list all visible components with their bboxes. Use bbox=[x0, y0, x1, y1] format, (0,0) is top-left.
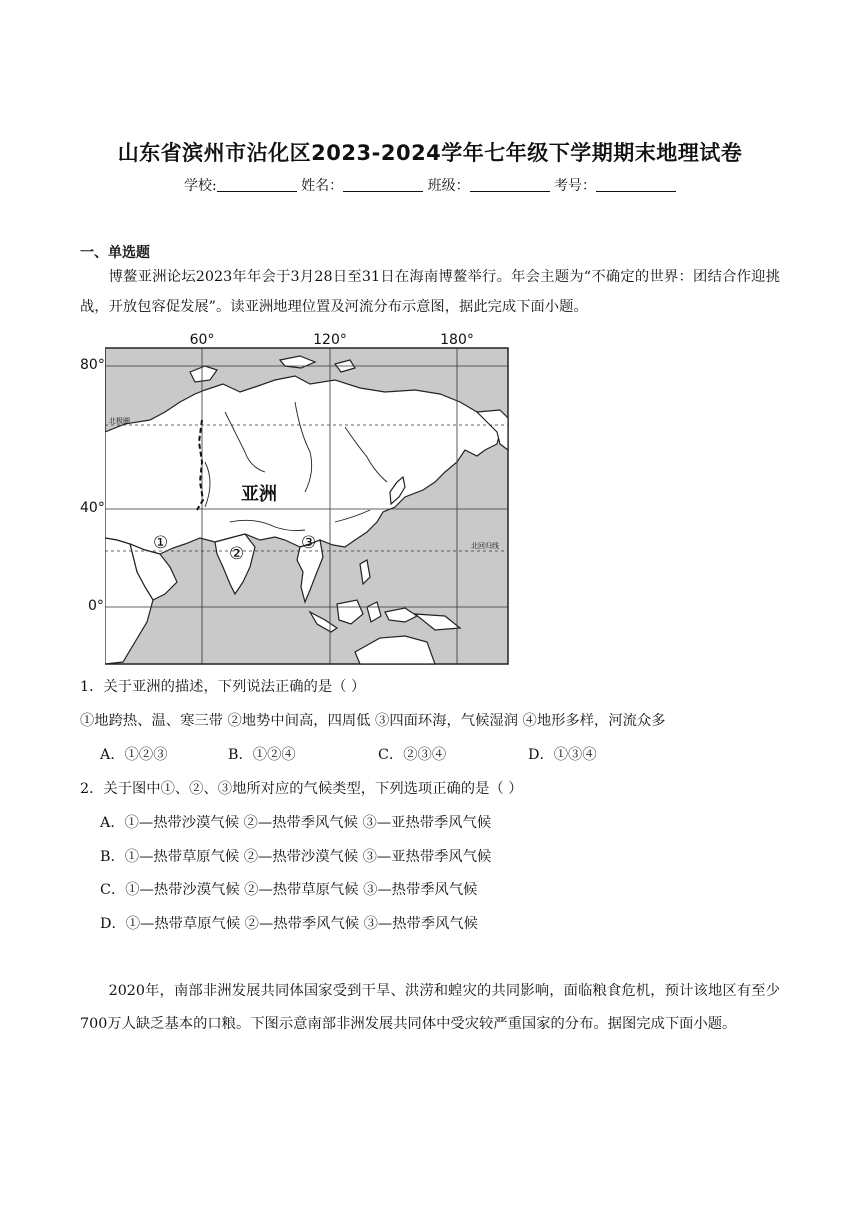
exam-title: 山东省滨州市沾化区2023-2024学年七年级下学期期末地理试卷 bbox=[117, 141, 743, 165]
number-label: 考号： bbox=[554, 178, 597, 194]
school-label: 学校: bbox=[183, 178, 217, 194]
asia-map bbox=[105, 332, 510, 667]
number-blank[interactable] bbox=[596, 177, 676, 192]
section-heading: 一、单选题 bbox=[80, 245, 150, 261]
q2-option-b[interactable]: B．①—热带草原气候 ②—热带沙漠气候 ③—亚热带季风气候 bbox=[100, 849, 492, 865]
marker-2: ② bbox=[229, 544, 245, 564]
lat-label-0: 0° bbox=[88, 598, 104, 614]
q1-option-c[interactable]: C．②③④ bbox=[378, 747, 447, 763]
question-1-options bbox=[80, 744, 780, 764]
marker-1: ① bbox=[153, 533, 169, 553]
lat-label-40: 40° bbox=[80, 500, 105, 516]
arctic-circle-label: 北极圈 bbox=[109, 417, 130, 425]
name-blank[interactable] bbox=[343, 177, 423, 192]
lon-label-60: 60° bbox=[189, 332, 215, 348]
q1-option-a[interactable]: A．①②③ bbox=[100, 747, 168, 763]
class-blank[interactable] bbox=[470, 177, 550, 192]
asia-label: 亚洲 bbox=[241, 484, 277, 505]
question-1-statements: ①地跨热、温、寒三带 ②地势中间高，四周低 ③四面环海，气候湿润 ④地形多样，河流众多 bbox=[80, 713, 666, 729]
class-label: 班级： bbox=[427, 178, 470, 194]
question-2-stem: 2．关于图中①、②、③地所对应的气候类型，下列选项正确的是（ ） bbox=[80, 781, 523, 797]
intro-paragraph-1: 博鳌亚洲论坛2023年年会于3月28日至31日在海南博鳌举行。年会主题为“不确定的世界：团结合作迎挑战，开放包容促发展”。读亚洲地理位置及河流分布示意图，据此完成下面小题。 bbox=[80, 269, 780, 315]
intro-paragraph-2: 2020年，南部非洲发展共同体国家受到干旱、洪涝和蝗灾的共同影响，面临粮食危机，预计该地区有至少700万人缺乏基本的口粮。下图示意南部非洲发展共同体中受灾较严重国家的分布。据图完成下面小题。 bbox=[80, 983, 780, 1032]
q2-option-d[interactable]: D．①—热带草原气候 ②—热带季风气候 ③—热带季风气候 bbox=[100, 916, 478, 932]
q2-option-c[interactable]: C．①—热带沙漠气候 ②—热带草原气候 ③—热带季风气候 bbox=[100, 882, 478, 898]
q1-option-d[interactable]: D．①③④ bbox=[528, 747, 597, 763]
name-label: 姓名： bbox=[301, 178, 344, 194]
school-blank[interactable] bbox=[217, 177, 297, 192]
q2-option-a[interactable]: A．①—热带沙漠气候 ②—热带季风气候 ③—亚热带季风气候 bbox=[100, 815, 492, 831]
question-1-stem: 1．关于亚洲的描述，下列说法正确的是（ ） bbox=[80, 679, 366, 695]
lon-label-180: 180° bbox=[440, 332, 474, 348]
lon-label-120: 120° bbox=[313, 332, 347, 348]
lat-label-80: 80° bbox=[80, 357, 105, 373]
q1-option-b[interactable]: B．①②④ bbox=[228, 747, 296, 763]
student-info-line bbox=[0, 175, 860, 195]
marker-3: ③ bbox=[301, 533, 317, 553]
tropic-label: 北回归线 bbox=[471, 542, 499, 550]
